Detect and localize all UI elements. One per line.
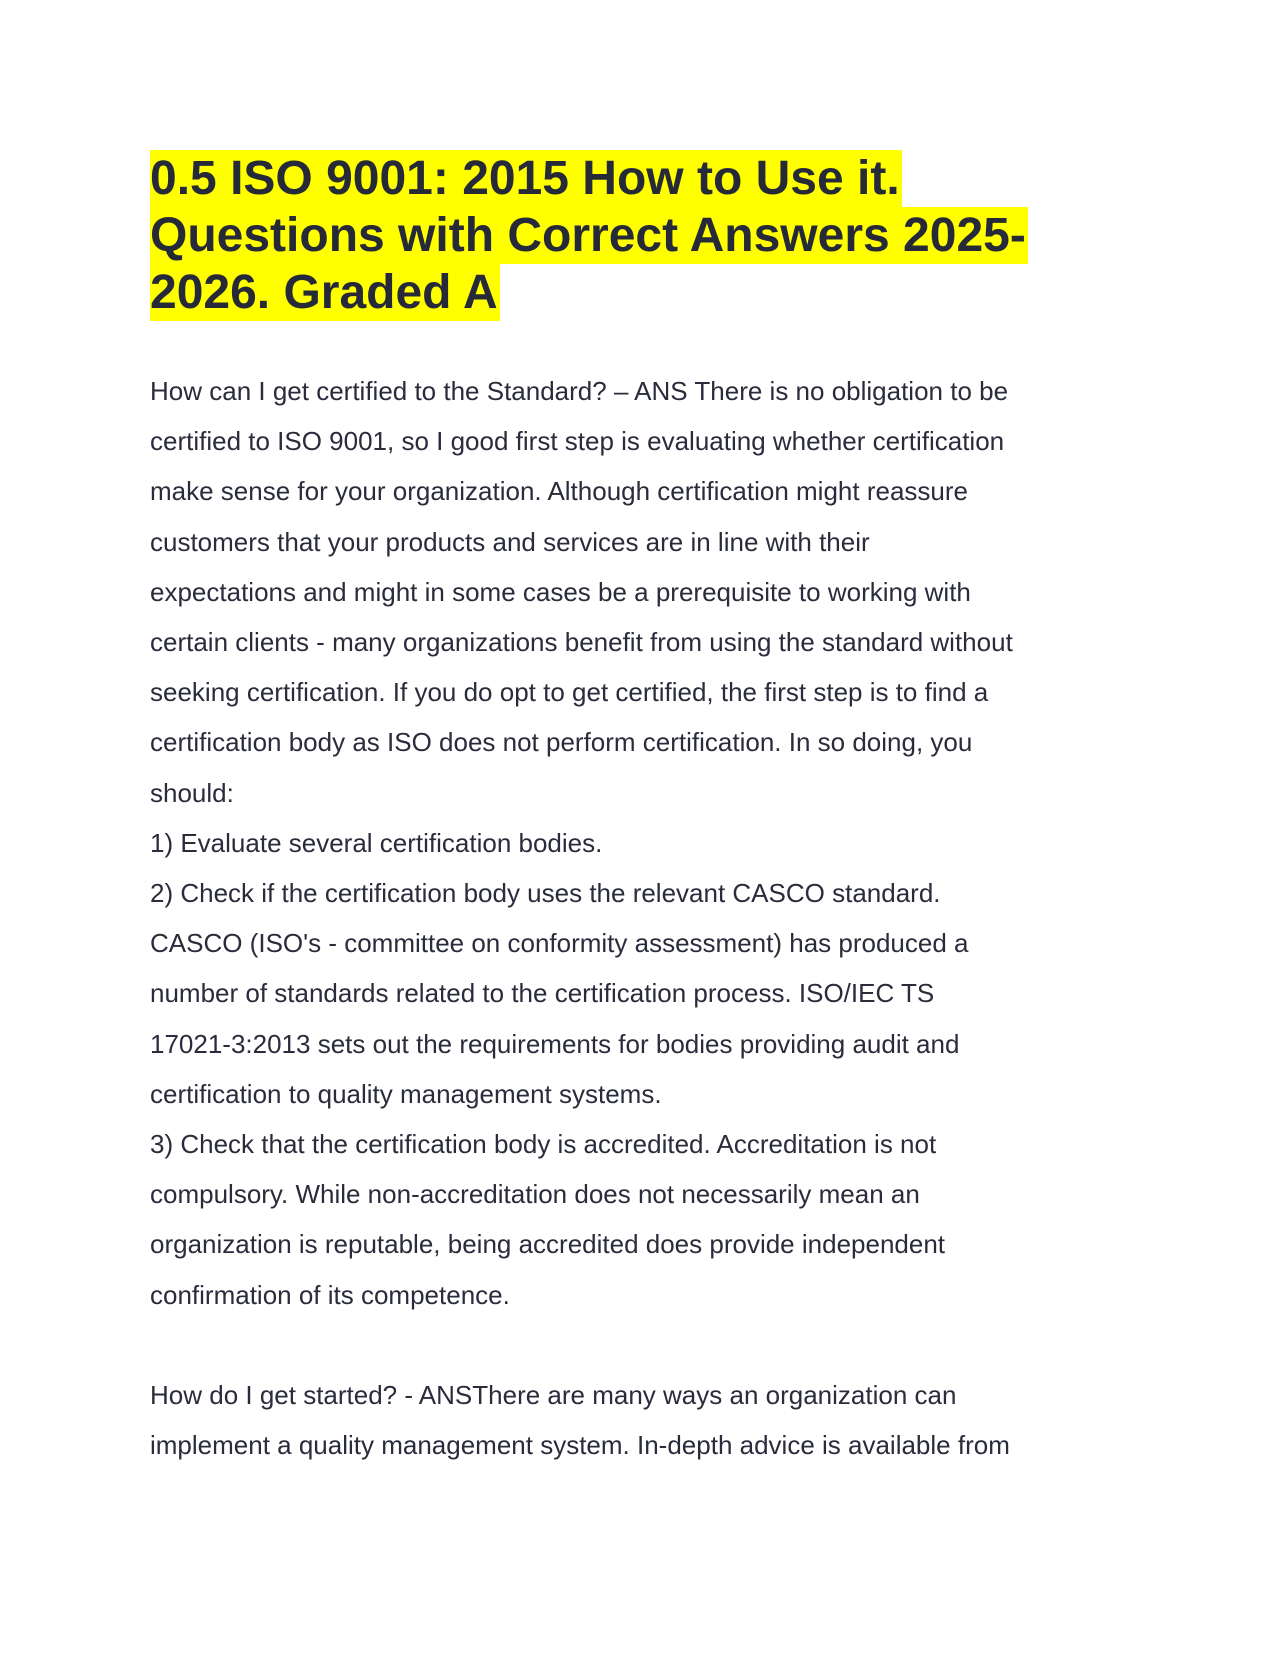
text-line: CASCO (ISO's - committee on conformity assessment) has produced a — [150, 928, 969, 959]
text-line: expectations and might in some cases be a prerequisite to working with — [150, 576, 971, 607]
text-line: confirmation of its competence. — [150, 1279, 510, 1310]
title-line: 0.5 ISO 9001: 2015 How to Use it. — [150, 152, 900, 205]
text-line: should: — [150, 777, 234, 808]
qa-paragraph — [150, 1370, 1013, 1470]
text-line: seeking certification. If you do opt to get certified, the first step is to find a — [150, 677, 989, 708]
text-line: 3) Check that the certification body is accredited. Accreditation is not — [150, 1129, 937, 1160]
text-line: compulsory. While non-accreditation does not necessarily mean an — [150, 1179, 920, 1210]
text-line: customers that your products and services are in line with their — [150, 526, 870, 557]
text-line: certified to ISO 9001, so I good first step is evaluating whether certification — [150, 426, 1005, 457]
text-line: organization is reputable, being accredited does provide independent — [150, 1229, 946, 1260]
text-line: 2) Check if the certification body uses the relevant CASCO standard. — [150, 878, 941, 909]
title-line: 2026. Graded A — [150, 266, 498, 319]
text-line: How do I get started? - ANSThere are many ways an organization can — [150, 1380, 957, 1411]
qa-paragraph — [150, 366, 1013, 1320]
text-line: certification body as ISO does not perform certification. In so doing, you — [150, 727, 973, 758]
text-line: implement a quality management system. In-depth advice is available from — [150, 1430, 1010, 1461]
title-line: Questions with Correct Answers 2025- — [150, 209, 1026, 262]
document-title — [150, 150, 1028, 321]
text-line: certification to quality management systems. — [150, 1078, 662, 1109]
text-line: 1) Evaluate several certification bodies. — [150, 827, 603, 858]
text-line: 17021-3:2013 sets out the requirements for bodies providing audit and — [150, 1028, 960, 1059]
text-line: How can I get certified to the Standard? – ANS There is no obligation to be — [150, 376, 1009, 406]
text-line: number of standards related to the certification process. ISO/IEC TS — [150, 978, 935, 1009]
text-line: certain clients - many organizations benefit from using the standard without — [150, 627, 1013, 658]
document-body — [150, 366, 1013, 1521]
text-line: make sense for your organization. Although certification might reassure — [150, 476, 968, 507]
